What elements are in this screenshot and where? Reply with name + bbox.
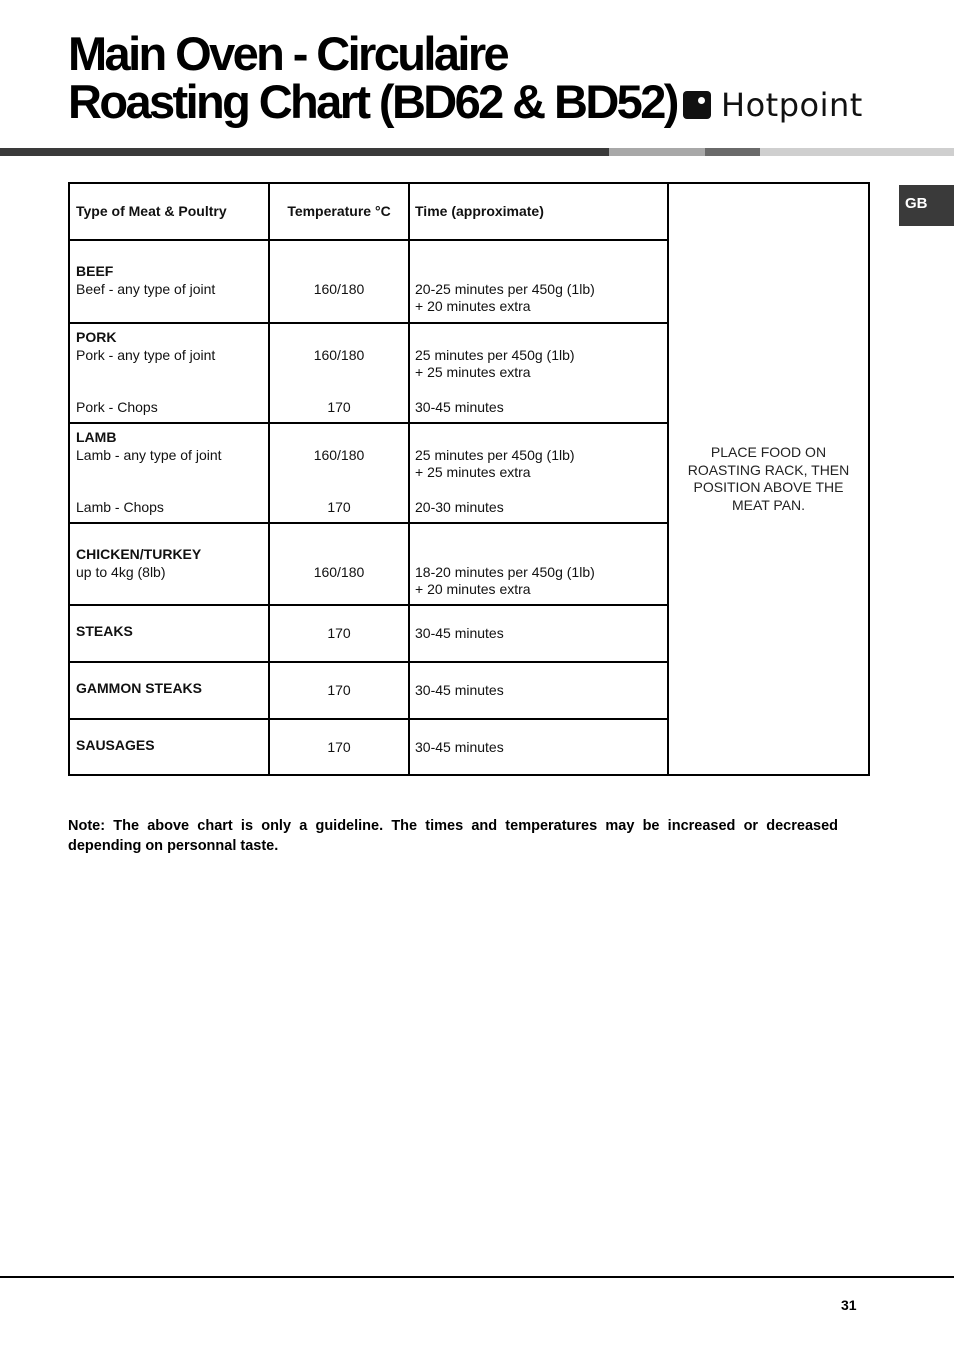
time-value: 20-25 minutes per 450g (1lb) [415, 280, 595, 297]
category-label: STEAKS [76, 623, 133, 639]
language-tab: GB [899, 185, 954, 226]
temperature-cell [269, 423, 409, 523]
hotpoint-logo [683, 85, 863, 125]
temperature-value: 160/180 [313, 563, 365, 580]
temperature-value: 160/180 [313, 346, 365, 363]
table-header-row [69, 183, 869, 240]
temperature-value: 170 [327, 624, 351, 641]
header-stripe-mid-grey [705, 148, 760, 156]
time-value: 20-30 minutes [415, 498, 504, 515]
item-label: Pork - any type of joint [76, 346, 216, 363]
time-value: 25 minutes per 450g (1lb) [415, 346, 575, 363]
time-cell [409, 662, 668, 719]
temperature-cell [269, 662, 409, 719]
header-time: Time (approximate) [409, 183, 668, 240]
category-label: GAMMON STEAKS [76, 680, 202, 696]
category-label: SAUSAGES [76, 737, 155, 753]
header-stripe-dark [0, 148, 609, 156]
roasting-chart-table [68, 182, 870, 776]
hotpoint-logo-icon [683, 91, 711, 119]
temperature-value: 170 [327, 398, 351, 415]
item-label: Lamb - Chops [76, 499, 164, 515]
meat-cell [69, 323, 269, 423]
meat-cell [69, 605, 269, 662]
category-label: CHICKEN/TURKEY [76, 546, 202, 562]
temperature-cell [269, 523, 409, 605]
header-meat-type: Type of Meat & Poultry [69, 183, 269, 240]
placement-note: PLACE FOOD ON ROASTING RACK, THEN POSITION ABOVE THE MEAT PAN. [668, 183, 869, 775]
item-label: Pork - Chops [76, 399, 158, 415]
meat-cell [69, 662, 269, 719]
category-label: PORK [76, 329, 117, 345]
category-label: LAMB [76, 429, 117, 445]
time-value: 18-20 minutes per 450g (1lb) [415, 563, 595, 580]
meat-cell [69, 423, 269, 523]
category-label: BEEF [76, 263, 114, 279]
item-label: Lamb - any type of joint [76, 446, 222, 463]
time-cell [409, 719, 668, 775]
footer-divider [0, 1276, 954, 1278]
title-line-2: Roasting Chart (BD62 & BD52) [68, 75, 677, 128]
temperature-cell [269, 240, 409, 323]
header-stripe-pale [760, 148, 954, 156]
meat-cell [69, 240, 269, 323]
time-cell [409, 323, 668, 423]
brand-name: Hotpoint [721, 86, 863, 124]
time-cell [409, 423, 668, 523]
time-extra: + 20 minutes extra [415, 581, 531, 597]
time-extra: + 25 minutes extra [415, 364, 531, 380]
page-title [68, 27, 677, 128]
item-label: Beef - any type of joint [76, 280, 216, 297]
temperature-value: 170 [327, 738, 351, 755]
header-stripe-light-grey [609, 148, 705, 156]
time-value: 30-45 minutes [415, 681, 504, 698]
time-value: 30-45 minutes [415, 624, 504, 641]
temperature-cell [269, 605, 409, 662]
header-temperature: Temperature °C [269, 183, 409, 240]
time-extra: + 25 minutes extra [415, 464, 531, 480]
guideline-note: Note: The above chart is only a guideline. The times and temperatures may be increased or decreased depending on personnal taste. [68, 818, 838, 854]
time-cell [409, 523, 668, 605]
time-value: 25 minutes per 450g (1lb) [415, 446, 575, 463]
time-value: 30-45 minutes [415, 398, 504, 415]
temperature-cell [269, 323, 409, 423]
time-cell [409, 605, 668, 662]
temperature-cell [269, 719, 409, 775]
time-cell [409, 240, 668, 323]
temperature-value: 170 [327, 681, 351, 698]
item-label: up to 4kg (8lb) [76, 563, 166, 580]
title-line-1: Main Oven - Circulaire [68, 27, 508, 80]
page-number: 31 [841, 1297, 857, 1313]
temperature-value: 170 [327, 498, 351, 515]
meat-cell [69, 523, 269, 605]
meat-cell [69, 719, 269, 775]
temperature-value: 160/180 [313, 446, 365, 463]
time-value: 30-45 minutes [415, 738, 504, 755]
time-extra: + 20 minutes extra [415, 298, 531, 314]
temperature-value: 160/180 [313, 280, 365, 297]
